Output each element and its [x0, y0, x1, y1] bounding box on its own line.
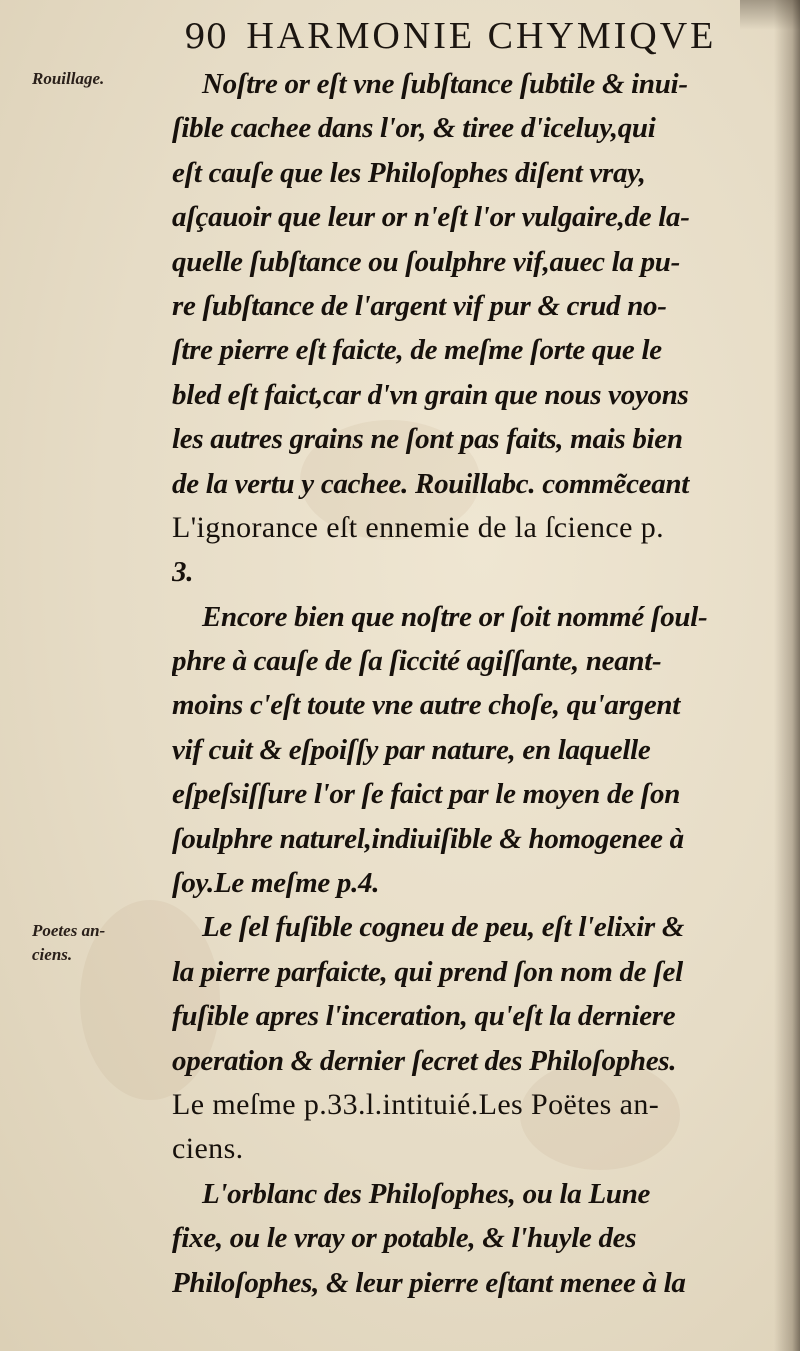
margin-note-poetes: Poetes an-: [32, 921, 106, 940]
text-line: les autres grains ne ſont pas faits, mais bien: [172, 423, 683, 456]
text-line: re ſubſtance de l'argent vif pur & crud no-: [172, 289, 667, 322]
text-line: ſible cachee dans l'or, & tiree d'iceluy,qui: [172, 112, 656, 145]
binding-shadow: [774, 0, 800, 1351]
text-line: Le meſme p.33.l.intituié.Les Poëtes an-: [172, 1087, 660, 1121]
text-line: fixe, ou le vray or potable, & l'huyle des: [172, 1222, 637, 1255]
text-line: eſt cauſe que les Philoſophes diſent vray,: [172, 156, 646, 189]
text-line: Noſtre or eſt vne ſubſtance ſubtile & inui-: [202, 68, 688, 100]
margin-note-anciens: ciens.: [32, 945, 73, 964]
text-line: L'ignorance eſt ennemie de la ſcience p.: [172, 510, 665, 544]
body-text: [172, 62, 782, 1305]
text-line: quelle ſubſtance ou ſoulphre vif,auec la pu-: [172, 245, 680, 278]
text-line: eſpeſsiſſure l'or ſe faict par le moyen de ſon: [172, 778, 681, 811]
text-line: L'orblanc des Philoſophes, ou la Lune: [202, 1177, 651, 1210]
text-line: Philoſophes, & leur pierre eſtant menee à la: [172, 1266, 686, 1299]
text-line: ſoulphre naturel,indiuiſible & homogenee à: [172, 822, 684, 855]
text-line: vif cuit & eſpoiſſy par nature, en laquelle: [172, 733, 651, 766]
text-line: 3.: [172, 556, 194, 589]
text-line: Encore bien que noſtre or ſoit nommé ſoul-: [202, 600, 708, 633]
text-line: ciens.: [172, 1132, 244, 1166]
text-line: phre à cauſe de ſa ſiccité agiſſante, neant-: [172, 645, 662, 678]
running-title: HARMONIE CHYMIQVE: [246, 15, 717, 57]
text-line: la pierre parfaicte, qui prend ſon nom de ſel: [172, 955, 683, 988]
text-line: fuſible apres l'inceration, qu'eſt la derniere: [172, 1000, 676, 1033]
margin-note-rouillage: Rouillage.: [32, 69, 105, 88]
text-line: Le ſel fuſible cogneu de peu, eſt l'elixir &: [202, 911, 685, 944]
text-line: aſçauoir que leur or n'eſt l'or vulgaire,de la-: [172, 201, 690, 234]
corner-shadow: [740, 0, 800, 30]
page-header: [184, 14, 764, 64]
text-line: de la vertu y cachee. Rouillabc. commẽceant: [172, 467, 690, 500]
text-line: ſoy.Le meſme p.4.: [172, 867, 380, 900]
text-line: moins c'eſt toute vne autre choſe, qu'argent: [172, 689, 680, 722]
text-line: bled eſt faict,car d'vn grain que nous voyons: [172, 378, 689, 411]
text-line: operation & dernier ſecret des Philoſophes.: [172, 1044, 677, 1077]
page-number: 90: [184, 17, 228, 57]
text-line: ſtre pierre eſt faicte, de meſme ſorte que le: [172, 334, 662, 367]
